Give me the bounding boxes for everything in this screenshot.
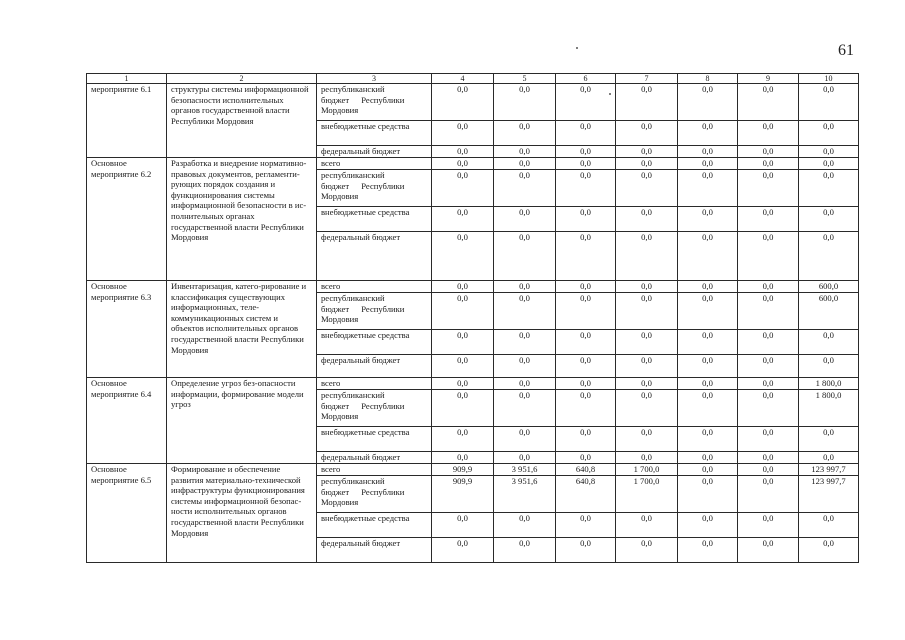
value-cell: 0,0 (678, 538, 738, 563)
value-cell: 0,0 (738, 293, 799, 330)
value-cell: 0,0 (432, 390, 494, 427)
value-cell: 0,0 (616, 390, 678, 427)
funding-source-detail: бюджет Республики Мордовия (321, 400, 405, 422)
value-cell: 0,0 (799, 538, 859, 563)
activity-label: мероприятие 6.1 (87, 84, 167, 158)
value-cell: 0,0 (616, 84, 678, 121)
value-cell: 0,0 (678, 464, 738, 476)
page-number: 61 (838, 42, 854, 59)
value-cell: 0,0 (799, 232, 859, 281)
value-cell: 0,0 (494, 232, 556, 281)
funding-source (317, 293, 432, 330)
value-cell: 0,0 (556, 158, 616, 170)
funding-source: всего (317, 378, 432, 390)
value-cell: 0,0 (678, 232, 738, 281)
activity-label: Основное мероприятие 6.5 (87, 464, 167, 563)
column-header: 3 (317, 74, 432, 84)
value-cell: 123 997,7 (799, 464, 859, 476)
value-cell: 123 997,7 (799, 476, 859, 513)
value-cell: 0,0 (678, 378, 738, 390)
activity-description: Формирование и обеспечение развития материально-технической инфраструктуры функционирования системы информационной безопас-ности исполнительных органов государственной власти Республики Мордовия (167, 464, 317, 563)
value-cell: 0,0 (738, 355, 799, 378)
table-row (87, 281, 859, 293)
value-cell: 0,0 (432, 281, 494, 293)
value-cell: 0,0 (556, 378, 616, 390)
value-cell: 0,0 (678, 293, 738, 330)
value-cell: 0,0 (799, 355, 859, 378)
value-cell: 0,0 (799, 452, 859, 464)
value-cell: 0,0 (432, 293, 494, 330)
funding-source-detail: бюджет Республики Мордовия (321, 94, 405, 116)
value-cell: 0,0 (432, 378, 494, 390)
value-cell: 0,0 (678, 355, 738, 378)
value-cell: 0,0 (432, 452, 494, 464)
value-cell: 640,8 (556, 476, 616, 513)
value-cell: 0,0 (678, 476, 738, 513)
funding-source: внебюджетные средства (317, 207, 432, 232)
value-cell: 0,0 (616, 158, 678, 170)
funding-source: всего (317, 158, 432, 170)
funding-source (317, 476, 432, 513)
value-cell: 0,0 (738, 84, 799, 121)
value-cell: 0,0 (556, 281, 616, 293)
value-cell: 909,9 (432, 464, 494, 476)
value-cell: 1 700,0 (616, 464, 678, 476)
value-cell: 0,0 (799, 427, 859, 452)
value-cell: 0,0 (678, 281, 738, 293)
value-cell: 0,0 (432, 330, 494, 355)
activity-description: Определение угроз без-опасности информации, формирование модели угроз (167, 378, 317, 464)
funding-source-detail: бюджет Республики Мордовия (321, 486, 405, 508)
value-cell: 0,0 (738, 464, 799, 476)
value-cell: 0,0 (678, 121, 738, 146)
funding-source (317, 390, 432, 427)
value-cell: 0,0 (678, 513, 738, 538)
value-cell: 0,0 (799, 170, 859, 207)
value-cell: 0,0 (432, 232, 494, 281)
column-number-row (87, 74, 859, 84)
table-row (87, 464, 859, 476)
value-cell: 0,0 (616, 207, 678, 232)
value-cell: 0,0 (678, 170, 738, 207)
value-cell: 0,0 (738, 452, 799, 464)
value-cell: 1 700,0 (616, 476, 678, 513)
value-cell: 0,0 (738, 146, 799, 158)
funding-source: федеральный бюджет (317, 355, 432, 378)
value-cell: 0,0 (432, 207, 494, 232)
value-cell: 0,0 (616, 121, 678, 146)
value-cell: 3 951,6 (494, 464, 556, 476)
value-cell: 0,0 (494, 84, 556, 121)
funding-source: всего (317, 281, 432, 293)
value-cell: 0,0 (556, 390, 616, 427)
funding-source-detail: бюджет Республики Мордовия (321, 303, 405, 325)
column-header: 2 (167, 74, 317, 84)
value-cell: 0,0 (678, 158, 738, 170)
value-cell: 0,0 (494, 146, 556, 158)
value-cell: 0,0 (432, 158, 494, 170)
value-cell: 0,0 (432, 538, 494, 563)
value-cell: 0,0 (556, 84, 616, 121)
value-cell: 0,0 (616, 378, 678, 390)
value-cell: 0,0 (556, 452, 616, 464)
activity-description: Инвентаризация, катего-рирование и классификация существующих информационных, теле-коммуникационных систем и объектов исполнительных органов государственной власти Республики Мордовия (167, 281, 317, 378)
funding-source: внебюджетные средства (317, 427, 432, 452)
value-cell: 0,0 (616, 170, 678, 207)
activity-label: Основное мероприятие 6.3 (87, 281, 167, 378)
value-cell: 0,0 (678, 84, 738, 121)
funding-source: федеральный бюджет (317, 146, 432, 158)
value-cell: 0,0 (494, 538, 556, 563)
funding-source: всего (317, 464, 432, 476)
value-cell: 0,0 (556, 427, 616, 452)
scan-speck (576, 47, 578, 49)
funding-source-line: республиканский (321, 293, 385, 303)
value-cell: 0,0 (616, 281, 678, 293)
funding-source-line: республиканский (321, 390, 385, 400)
value-cell: 0,0 (616, 293, 678, 330)
value-cell: 0,0 (494, 121, 556, 146)
activity-description: Разработка и внедрение нормативно-правовых документов, регламенти-рующих порядок создания и функционирования системы информационной безопасности в ис-полнительных органах государственной власти Республики Мордовия (167, 158, 317, 281)
value-cell: 1 800,0 (799, 390, 859, 427)
value-cell: 0,0 (799, 330, 859, 355)
value-cell: 0,0 (494, 158, 556, 170)
value-cell: 0,0 (738, 390, 799, 427)
value-cell: 0,0 (738, 158, 799, 170)
value-cell: 0,0 (494, 378, 556, 390)
value-cell: 0,0 (616, 330, 678, 355)
value-cell: 0,0 (556, 538, 616, 563)
value-cell: 0,0 (556, 207, 616, 232)
value-cell: 0,0 (738, 281, 799, 293)
funding-source-line: республиканский (321, 476, 385, 486)
value-cell: 0,0 (556, 146, 616, 158)
value-cell: 0,0 (738, 330, 799, 355)
funding-source: федеральный бюджет (317, 452, 432, 464)
value-cell: 0,0 (616, 513, 678, 538)
value-cell: 0,0 (799, 146, 859, 158)
funding-source (317, 170, 432, 207)
value-cell: 0,0 (432, 355, 494, 378)
activity-description: структуры системы информационной безопасности исполнительных органов государственной власти Республики Мордовия (167, 84, 317, 158)
funding-source-detail: бюджет Республики Мордовия (321, 180, 405, 202)
value-cell: 0,0 (738, 476, 799, 513)
value-cell: 0,0 (678, 427, 738, 452)
value-cell: 0,0 (494, 452, 556, 464)
value-cell: 0,0 (494, 427, 556, 452)
value-cell: 0,0 (494, 355, 556, 378)
value-cell: 0,0 (678, 390, 738, 427)
column-header: 7 (616, 74, 678, 84)
value-cell: 0,0 (432, 84, 494, 121)
funding-source: федеральный бюджет (317, 232, 432, 281)
value-cell: 0,0 (799, 207, 859, 232)
value-cell: 0,0 (799, 121, 859, 146)
value-cell: 3 951,6 (494, 476, 556, 513)
value-cell: 0,0 (616, 355, 678, 378)
value-cell: 640,8 (556, 464, 616, 476)
funding-source: внебюджетные средства (317, 330, 432, 355)
funding-source: внебюджетные средства (317, 513, 432, 538)
column-header: 8 (678, 74, 738, 84)
funding-source-line: республиканский (321, 170, 385, 180)
funding-source: внебюджетные средства (317, 121, 432, 146)
value-cell: 0,0 (678, 146, 738, 158)
value-cell: 0,0 (432, 427, 494, 452)
value-cell: 0,0 (738, 121, 799, 146)
value-cell: 0,0 (494, 513, 556, 538)
value-cell: 0,0 (494, 281, 556, 293)
table-row (87, 84, 859, 121)
value-cell: 0,0 (678, 452, 738, 464)
column-header: 6 (556, 74, 616, 84)
funding-source-line: республиканский (321, 84, 385, 94)
value-cell: 1 800,0 (799, 378, 859, 390)
value-cell: 0,0 (799, 158, 859, 170)
value-cell: 0,0 (738, 170, 799, 207)
value-cell: 0,0 (738, 378, 799, 390)
value-cell: 0,0 (738, 232, 799, 281)
column-header: 4 (432, 74, 494, 84)
column-header: 10 (799, 74, 859, 84)
value-cell: 0,0 (738, 538, 799, 563)
value-cell: 0,0 (616, 538, 678, 563)
value-cell: 0,0 (432, 170, 494, 207)
value-cell: 0,0 (678, 330, 738, 355)
value-cell: 0,0 (678, 207, 738, 232)
value-cell: 0,0 (799, 513, 859, 538)
value-cell: 0,0 (556, 121, 616, 146)
activity-label: Основное мероприятие 6.4 (87, 378, 167, 464)
value-cell: 0,0 (494, 293, 556, 330)
value-cell: 0,0 (799, 84, 859, 121)
value-cell: 0,0 (432, 146, 494, 158)
value-cell: 0,0 (494, 170, 556, 207)
value-cell: 909,9 (432, 476, 494, 513)
value-cell: 0,0 (494, 330, 556, 355)
table-row (87, 378, 859, 390)
value-cell: 0,0 (738, 207, 799, 232)
value-cell: 0,0 (556, 293, 616, 330)
value-cell: 0,0 (432, 121, 494, 146)
column-header: 9 (738, 74, 799, 84)
column-header: 5 (494, 74, 556, 84)
value-cell: 0,0 (738, 513, 799, 538)
table-row (87, 158, 859, 170)
value-cell: 0,0 (616, 232, 678, 281)
budget-table (86, 73, 859, 563)
activity-label: Основное мероприятие 6.2 (87, 158, 167, 281)
column-header: 1 (87, 74, 167, 84)
value-cell: 0,0 (494, 207, 556, 232)
value-cell: 0,0 (432, 513, 494, 538)
value-cell: 0,0 (556, 330, 616, 355)
value-cell: 0,0 (738, 427, 799, 452)
funding-source (317, 84, 432, 121)
value-cell: 600,0 (799, 281, 859, 293)
value-cell: 0,0 (556, 232, 616, 281)
funding-source: федеральный бюджет (317, 538, 432, 563)
value-cell: 0,0 (616, 452, 678, 464)
value-cell: 0,0 (616, 146, 678, 158)
value-cell: 0,0 (616, 427, 678, 452)
value-cell: 600,0 (799, 293, 859, 330)
value-cell: 0,0 (556, 513, 616, 538)
value-cell: 0,0 (494, 390, 556, 427)
value-cell: 0,0 (556, 170, 616, 207)
value-cell: 0,0 (556, 355, 616, 378)
